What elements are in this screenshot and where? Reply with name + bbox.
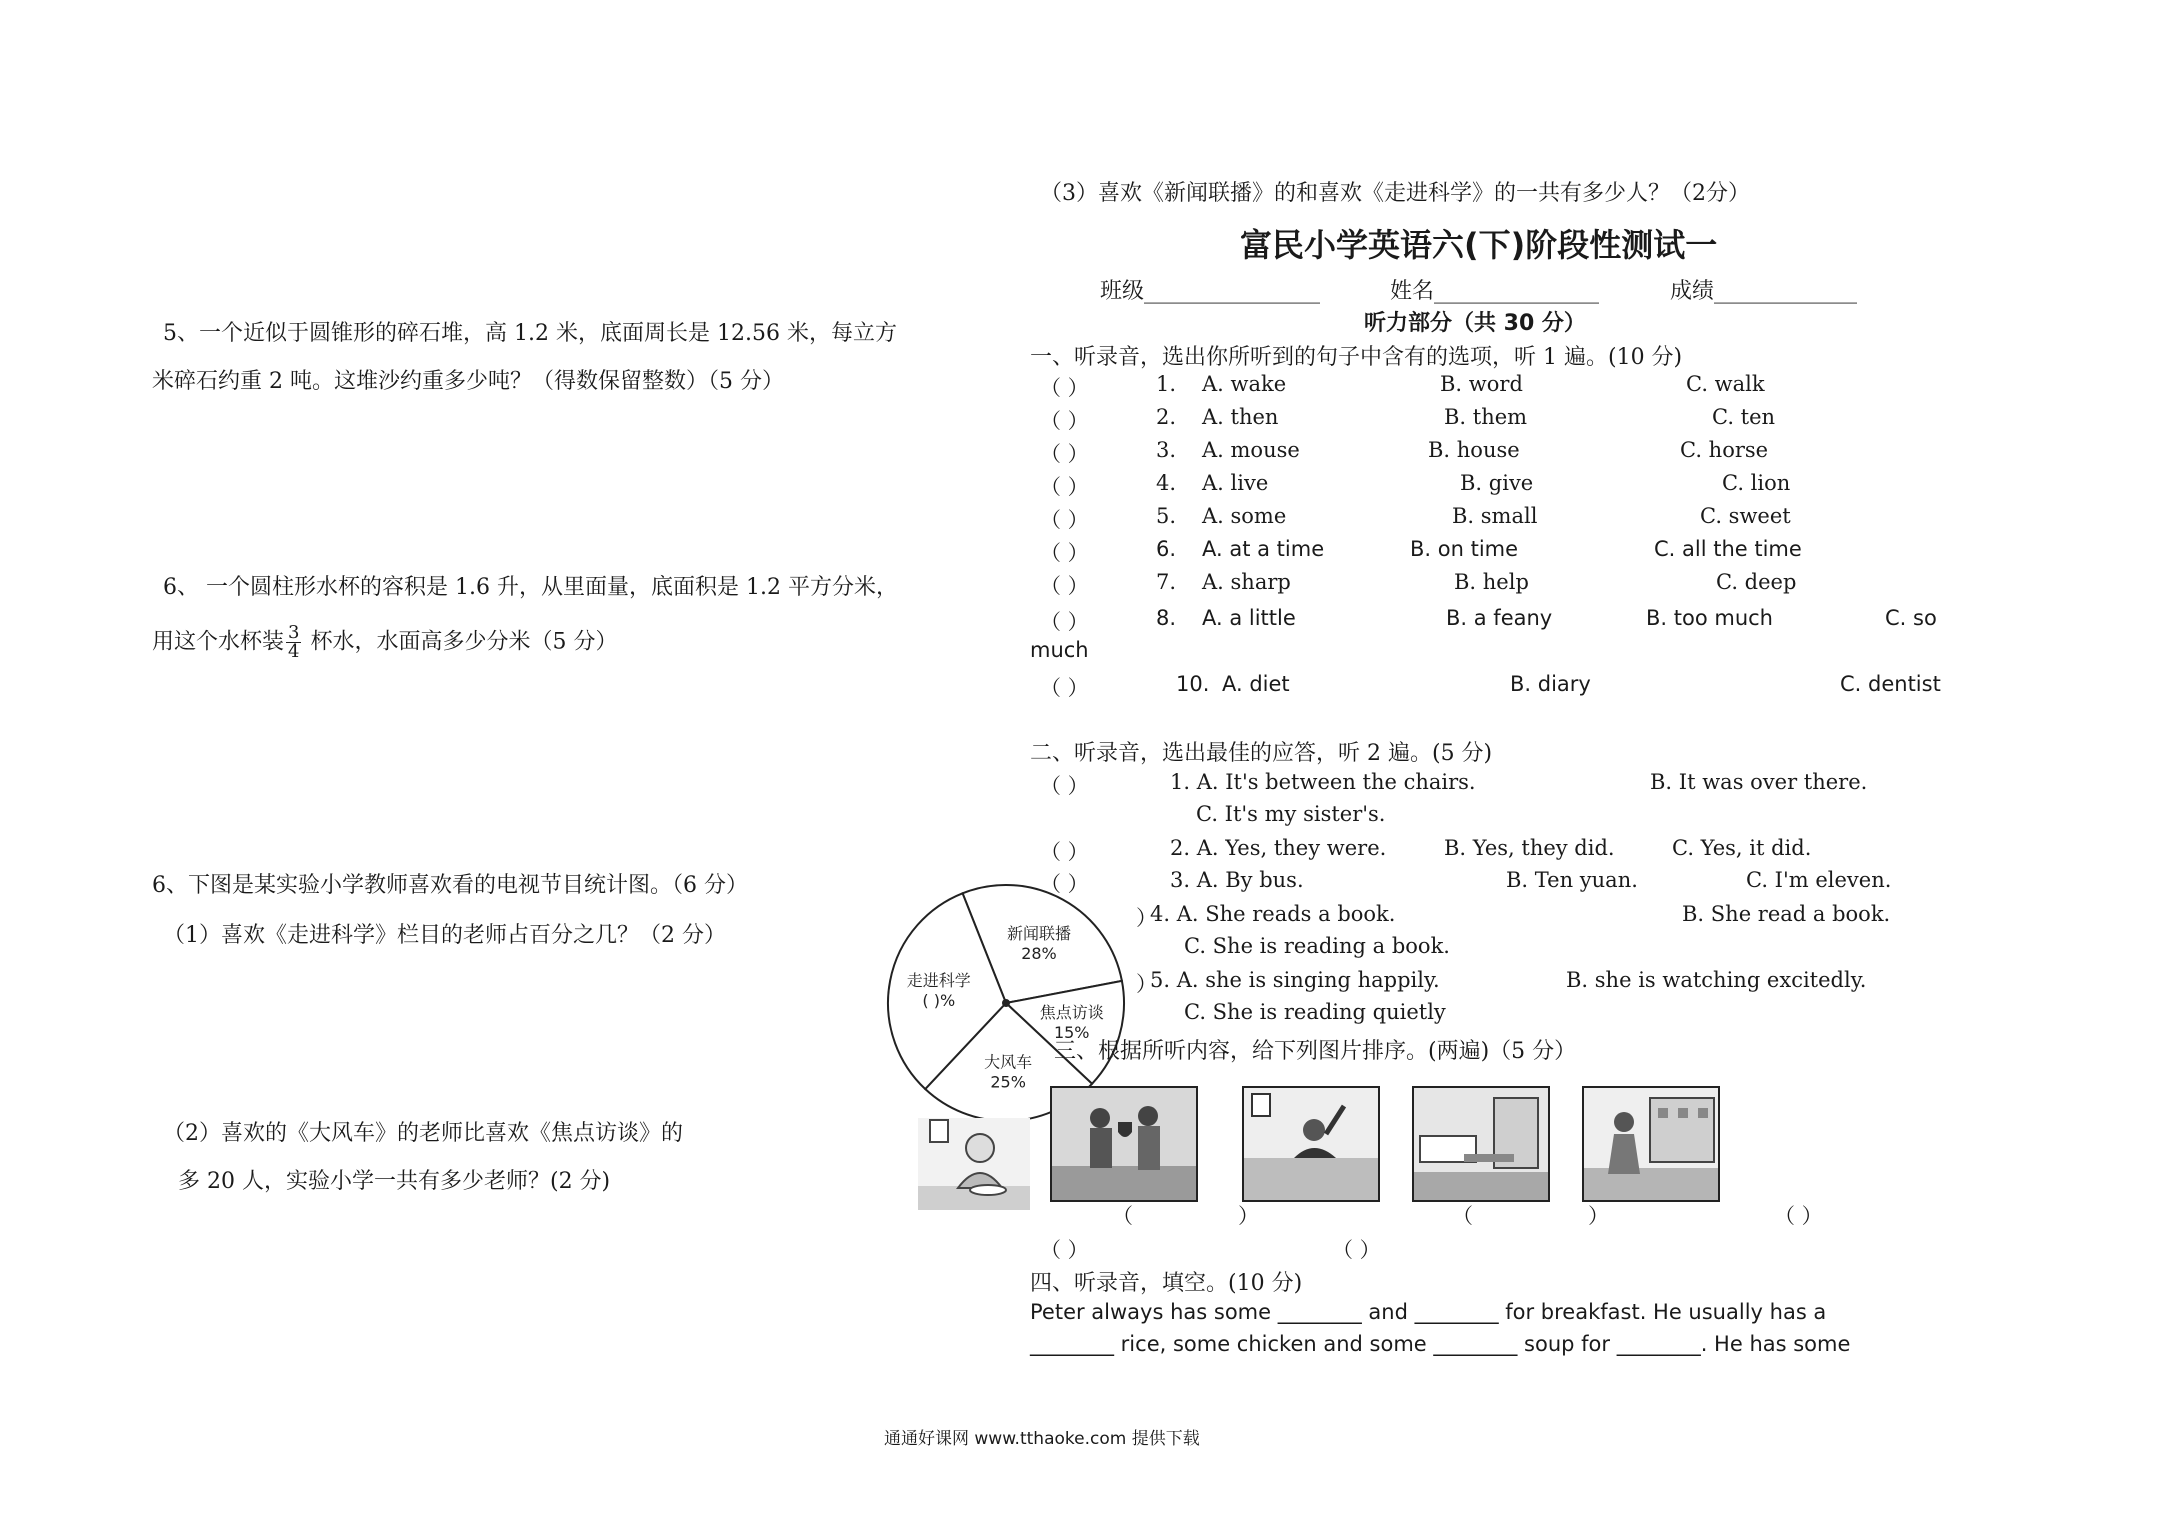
q6a-line2-post: 杯水，水面高多少分米（5 分） bbox=[303, 629, 618, 655]
q6a-line1: 6、 一个圆柱形水杯的容积是 1.6 升，从里面量，底面积是 1.2 平方分米， bbox=[163, 575, 898, 600]
eating-illustration bbox=[918, 1118, 1030, 1210]
item10-option-b: B. diary bbox=[1510, 672, 1591, 696]
part1-item-4-a: A. live bbox=[1202, 471, 1269, 495]
part2-1-c: C. It's my sister's. bbox=[1196, 802, 1386, 826]
part1-item-2-c: C. ten bbox=[1712, 405, 1776, 429]
q6a-line2 bbox=[152, 624, 617, 661]
part1-item-5-paren: （ ） bbox=[1040, 508, 1089, 532]
part1-item-7-a: A. sharp bbox=[1202, 570, 1291, 594]
item10-paren: （ ） bbox=[1040, 676, 1089, 700]
part4-line2: ________ rice, some chicken and some ________ soup for ________. He has some bbox=[1030, 1332, 1851, 1356]
item10-num: 10. bbox=[1176, 672, 1210, 696]
part2-4-c: C. She is reading a book. bbox=[1184, 934, 1450, 958]
part1-item-5-a: A. some bbox=[1202, 504, 1287, 528]
part1-item-4-c: C. lion bbox=[1722, 471, 1791, 495]
part1-item-7-num: 7. bbox=[1156, 570, 1177, 594]
part1-item-7-c: C. deep bbox=[1716, 570, 1797, 594]
part1-item-4-b: B. give bbox=[1460, 471, 1534, 495]
part2-3-b: B. Ten yuan. bbox=[1506, 868, 1638, 892]
item8-paren: （ ） bbox=[1040, 610, 1089, 634]
part1-item-6-b: B. on time bbox=[1410, 537, 1519, 561]
fraction-numerator: 3 bbox=[288, 622, 300, 643]
q6b-sub2-line2: 多 20 人，实验小学一共有多少老师？(2 分) bbox=[178, 1169, 611, 1194]
part3-paren-2: ） bbox=[1238, 1204, 1259, 1228]
q5-line1: 5、一个近似于圆锥形的碎石堆，高 1.2 米，底面周长是 12.56 米，每立方 bbox=[163, 321, 897, 346]
part1-item-2-num: 2. bbox=[1156, 405, 1177, 429]
pie-label-1: 焦点访谈 bbox=[1039, 1003, 1104, 1023]
class-field: 班级________________ bbox=[1100, 279, 1321, 304]
part2-2-a: 2. A. Yes, they were. bbox=[1170, 836, 1387, 860]
part2-2-c: C. Yes, it did. bbox=[1672, 836, 1812, 860]
part1-title: 一、听录音，选出你所听到的句子中含有的选项，听 1 遍。(10 分) bbox=[1030, 345, 1683, 370]
item8-option-b: B. a feany bbox=[1446, 606, 1553, 630]
part3-paren-3: （ bbox=[1452, 1204, 1473, 1228]
part2-2-b: B. Yes, they did. bbox=[1444, 836, 1615, 860]
part1-item-3-paren: （ ） bbox=[1040, 442, 1089, 466]
part3-paren-6: （ ） bbox=[1040, 1238, 1089, 1262]
item8-option-b2: B. too much bbox=[1646, 606, 1773, 630]
score-field: 成绩_____________ bbox=[1670, 279, 1858, 304]
part1-item-2-b: B. them bbox=[1444, 405, 1528, 429]
part2-5-b: B. she is watching excitedly. bbox=[1566, 968, 1867, 992]
pie-center-dot bbox=[1002, 999, 1010, 1007]
part1-item-6-num: 6. bbox=[1156, 537, 1177, 561]
part1-item-3-b: B. house bbox=[1428, 438, 1520, 462]
exam-title: 富民小学英语六(下)阶段性测试一 bbox=[1240, 226, 1718, 264]
part2-5-paren: ） bbox=[1136, 972, 1157, 996]
part1-item-4-paren: （ ） bbox=[1040, 475, 1089, 499]
item8-option-c: C. so bbox=[1885, 606, 1937, 630]
part1-item-1-a: A. wake bbox=[1202, 372, 1287, 396]
part4-line1: Peter always has some ________ and ________ for breakfast. He usually has a bbox=[1030, 1300, 1827, 1324]
part1-item-1-c: C. walk bbox=[1686, 372, 1765, 396]
q6b-sub2-line1: （2）喜欢的《大风车》的老师比喜欢《焦点访谈》的 bbox=[163, 1121, 683, 1146]
part2-title: 二、听录音，选出最佳的应答，听 2 遍。(5 分) bbox=[1030, 741, 1493, 766]
part1-item-1-b: B. word bbox=[1440, 372, 1523, 396]
q6a-line2-pre: 用这个水杯装 bbox=[152, 629, 285, 655]
part3-paren-1: （ bbox=[1112, 1204, 1133, 1228]
fraction bbox=[286, 624, 301, 661]
picture-school bbox=[1582, 1086, 1720, 1202]
part1-item-3-num: 3. bbox=[1156, 438, 1177, 462]
part1-item-1-paren: （ ） bbox=[1040, 376, 1089, 400]
item8-num: 8. bbox=[1156, 606, 1177, 630]
part3-paren-7: （ ） bbox=[1332, 1238, 1381, 1262]
q6b-sub1: （1）喜欢《走进科学》栏目的老师占百分之几？（2 分） bbox=[163, 923, 726, 948]
pie-value-1: 15% bbox=[1053, 1023, 1090, 1043]
part2-5-a: 5. A. she is singing happily. bbox=[1150, 968, 1440, 992]
part1-item-5-b: B. small bbox=[1452, 504, 1538, 528]
part2-1-a: 1. A. It's between the chairs. bbox=[1170, 770, 1476, 794]
part1-item-5-c: C. sweet bbox=[1700, 504, 1791, 528]
item10-option-c: C. dentist bbox=[1840, 672, 1941, 696]
part2-2-paren: （ ） bbox=[1040, 840, 1089, 864]
pie-value-3: ( )% bbox=[922, 991, 956, 1011]
footer-credit: 通通好课网 www.tthaoke.com 提供下载 bbox=[884, 1429, 1200, 1449]
part1-item-7-b: B. help bbox=[1454, 570, 1529, 594]
part3-paren-5: （ ） bbox=[1774, 1204, 1823, 1228]
part2-3-c: C. I'm eleven. bbox=[1746, 868, 1892, 892]
part1-item-2-paren: （ ） bbox=[1040, 409, 1089, 433]
pie-value-2: 25% bbox=[990, 1072, 1026, 1092]
part2-3-paren: （ ） bbox=[1040, 872, 1089, 896]
q3-total: （3）喜欢《新闻联播》的和喜欢《走进科学》的一共有多少人？（2分） bbox=[1040, 181, 1750, 206]
part1-item-3-a: A. mouse bbox=[1202, 438, 1300, 462]
part1-item-6-paren: （ ） bbox=[1040, 541, 1089, 565]
part1-item-6-a: A. at a time bbox=[1202, 537, 1325, 561]
part2-4-a: 4. A. She reads a book. bbox=[1150, 902, 1396, 926]
part1-item-5-num: 5. bbox=[1156, 504, 1177, 528]
part2-1-paren: （ ） bbox=[1040, 774, 1089, 798]
pie-label-2: 大风车 bbox=[984, 1052, 1033, 1072]
picture-waking-up bbox=[1242, 1086, 1380, 1202]
pie-value-0: 28% bbox=[1021, 944, 1057, 964]
pie-label-3: 走进科学 bbox=[906, 971, 971, 991]
part2-3-a: 3. A. By bus. bbox=[1170, 868, 1304, 892]
part1-item-7-paren: （ ） bbox=[1040, 574, 1089, 598]
part1-item-6-c: C. all the time bbox=[1654, 537, 1802, 561]
item8-option-a: A. a little bbox=[1202, 606, 1296, 630]
listening-header: 听力部分（共 30 分） bbox=[1364, 311, 1586, 336]
pie-label-0: 新闻联播 bbox=[1006, 924, 1071, 944]
part2-4-b: B. She read a book. bbox=[1682, 902, 1891, 926]
part4-title: 四、听录音，填空。(10 分) bbox=[1030, 1271, 1303, 1296]
part2-5-c: C. She is reading quietly bbox=[1184, 1000, 1446, 1024]
part3-title: 三、根据所听内容，给下列图片排序。(两遍)（5 分） bbox=[1054, 1039, 1577, 1064]
item8-wrap: much bbox=[1030, 638, 1089, 662]
picture-award bbox=[1050, 1086, 1198, 1202]
part1-item-4-num: 4. bbox=[1156, 471, 1177, 495]
part1-item-3-c: C. horse bbox=[1680, 438, 1769, 462]
item10-option-a: A. diet bbox=[1222, 672, 1290, 696]
part1-item-2-a: A. then bbox=[1202, 405, 1279, 429]
part1-item-1-num: 1. bbox=[1156, 372, 1177, 396]
q5-line2: 米碎石约重 2 吨。这堆沙约重多少吨？（得数保留整数）（5 分） bbox=[152, 369, 784, 394]
part3-paren-4: ） bbox=[1588, 1204, 1609, 1228]
fraction-denominator: 4 bbox=[288, 641, 300, 662]
part2-4-paren: ） bbox=[1136, 906, 1157, 930]
name-field: 姓名_______________ bbox=[1390, 279, 1600, 304]
part2-1-b: B. It was over there. bbox=[1650, 770, 1868, 794]
q6b-intro: 6、下图是某实验小学教师喜欢看的电视节目统计图。（6 分） bbox=[152, 873, 748, 898]
picture-bedroom bbox=[1412, 1086, 1550, 1202]
